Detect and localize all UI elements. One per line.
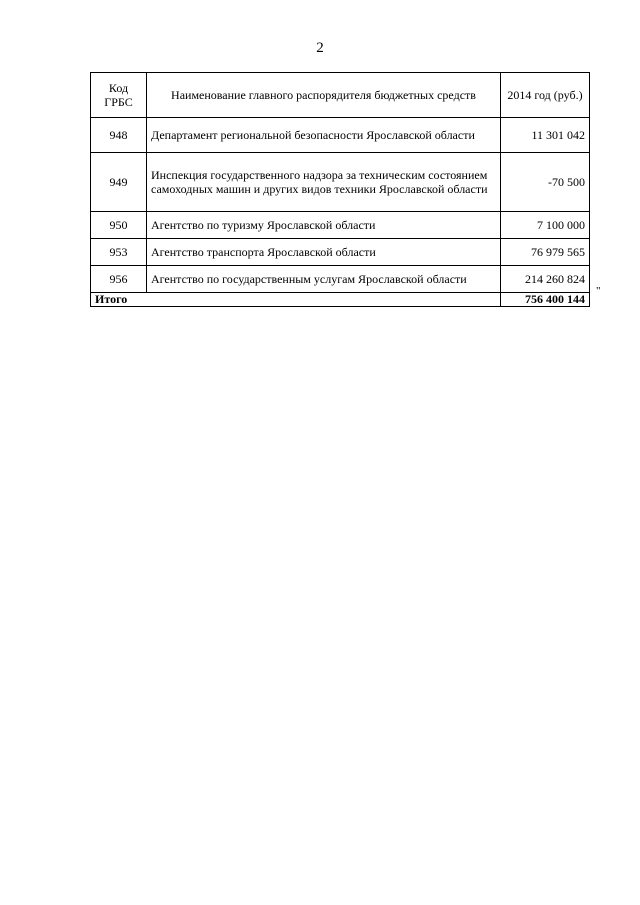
row-name: Департамент региональной безопасности Ярославской области [147, 118, 501, 153]
page-number: 2 [316, 40, 324, 56]
table-header-row [91, 73, 590, 118]
header-name: Наименование главного распорядителя бюджетных средств [147, 73, 501, 118]
row-name: Инспекция государственного надзора за техническим состоянием самоходных машин и других видов техники Ярославской области [147, 153, 501, 212]
row-amount: -70 500 [501, 153, 590, 212]
row-code: 956 [91, 266, 147, 293]
total-label: Итого [91, 293, 501, 307]
table-row [91, 118, 590, 153]
row-name: Агентство по туризму Ярославской области [147, 212, 501, 239]
header-code: Код ГРБС [91, 73, 147, 118]
row-code: 950 [91, 212, 147, 239]
row-amount: 214 260 824 [501, 266, 590, 293]
row-amount: 7 100 000 [501, 212, 590, 239]
row-amount: 76 979 565 [501, 239, 590, 266]
header-amount: 2014 год (руб.) [501, 73, 590, 118]
table-row [91, 239, 590, 266]
row-code: 953 [91, 239, 147, 266]
closing-quote: " [596, 285, 601, 297]
table-row [91, 266, 590, 293]
total-amount: 756 400 144 [501, 293, 590, 307]
budget-table [90, 72, 590, 307]
row-code: 949 [91, 153, 147, 212]
row-name: Агентство транспорта Ярославской области [147, 239, 501, 266]
row-name: Агентство по государственным услугам Ярославской области [147, 266, 501, 293]
table-row [91, 212, 590, 239]
row-code: 948 [91, 118, 147, 153]
total-row [91, 293, 590, 307]
table-row [91, 153, 590, 212]
row-amount: 11 301 042 [501, 118, 590, 153]
